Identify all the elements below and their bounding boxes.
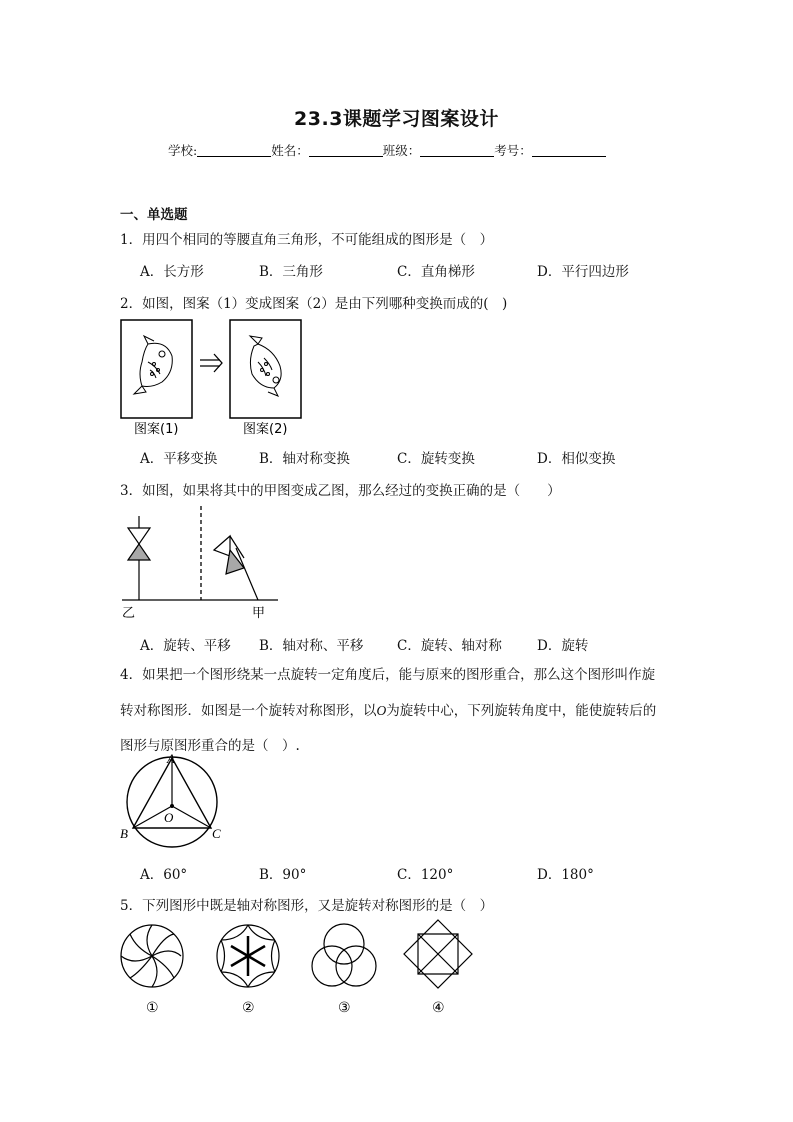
- question-2-figure: [118, 316, 308, 436]
- figure-yi: [128, 516, 150, 600]
- label-yi: 乙: [122, 606, 136, 621]
- id-label: 考号：: [494, 143, 532, 158]
- school-blank[interactable]: [197, 144, 271, 157]
- question-3-figure: [118, 502, 288, 624]
- question-4-option-a[interactable]: A．60°: [140, 867, 188, 883]
- question-2-option-d[interactable]: D．相似变换: [537, 451, 616, 467]
- school-label: 学校:: [168, 143, 198, 158]
- label-jia: 甲: [252, 606, 266, 621]
- question-4-option-c[interactable]: C．120°: [397, 867, 454, 883]
- figure-1-label: ①: [146, 1000, 159, 1016]
- class-blank[interactable]: [420, 144, 494, 157]
- question-2-option-b[interactable]: B．轴对称变换: [259, 451, 350, 467]
- question-4-line-1: 4．如果把一个图形绕某一点旋转一定角度后，能与原来的图形重合，那么这个图形叫作旋: [120, 667, 656, 683]
- question-4-stem: [120, 658, 680, 764]
- page-title: 23.3课题学习图案设计: [294, 108, 499, 130]
- name-blank[interactable]: [309, 144, 383, 157]
- question-1-option-a[interactable]: A．长方形: [140, 264, 204, 280]
- figure-3-label: ③: [338, 1000, 351, 1016]
- question-1-option-b[interactable]: B．三角形: [259, 264, 323, 280]
- question-1-option-d[interactable]: D．平行四边形: [537, 264, 629, 280]
- pattern-2-frame: [230, 320, 301, 418]
- student-info-line: [168, 141, 606, 159]
- star-figure: [404, 920, 472, 988]
- section-heading: 一、单选题: [120, 207, 188, 223]
- pattern-1-label: 图案(1): [134, 422, 179, 437]
- label-a: A: [167, 751, 175, 766]
- question-4-figure: [118, 752, 228, 844]
- fish-icon-2: [250, 336, 281, 396]
- name-label: 姓名：: [271, 143, 309, 158]
- label-b: B: [120, 826, 128, 841]
- question-3-stem: 3．如图，如果将其中的甲图变成乙图，那么经过的变换正确的是（ ）: [120, 483, 561, 499]
- question-1-option-c[interactable]: C．直角梯形: [397, 264, 475, 280]
- pinwheel-figure: [121, 925, 183, 987]
- figure-4-label: ④: [432, 1000, 445, 1016]
- id-blank[interactable]: [532, 144, 606, 157]
- question-3-option-b[interactable]: B．轴对称、平移: [259, 638, 364, 654]
- class-label: 班级：: [382, 143, 421, 158]
- figure-2-label: ②: [242, 1000, 255, 1016]
- question-4-line-3: 图形与原图形重合的是（ ）.: [120, 738, 300, 754]
- question-4-option-b[interactable]: B．90°: [259, 867, 307, 883]
- question-5-stem: 5．下列图形中既是轴对称图形，又是旋转对称图形的是（ ）: [120, 898, 494, 914]
- question-3-option-c[interactable]: C．旋转、轴对称: [397, 638, 502, 654]
- arrow-icon: [200, 354, 222, 372]
- label-c: C: [212, 826, 221, 841]
- question-3-option-d[interactable]: D．旋转: [537, 638, 589, 654]
- snowflake-figure: [217, 925, 279, 987]
- question-2-option-a[interactable]: A．平移变换: [140, 451, 218, 467]
- center-point: [170, 804, 174, 808]
- question-2-stem: 2．如图，图案（1）变成图案（2）是由下列哪种变换而成的( ): [120, 296, 508, 312]
- figure-jia: [214, 536, 258, 600]
- label-o: O: [164, 810, 174, 825]
- center-variable: O: [376, 703, 387, 718]
- pattern-2-label: 图案(2): [243, 422, 288, 437]
- question-3-option-a[interactable]: A．旋转、平移: [140, 638, 231, 654]
- trefoil-figure: [312, 924, 376, 986]
- question-4-line-2: 转对称图形．如图是一个旋转对称图形，以O为旋转中心，下列旋转角度中，能使旋转后的: [120, 703, 657, 719]
- fish-icon-1: [134, 336, 172, 394]
- question-4-option-d[interactable]: D．180°: [537, 867, 594, 883]
- question-2-option-c[interactable]: C．旋转变换: [397, 451, 475, 467]
- question-5-figures: [118, 920, 478, 1018]
- question-1-stem: 1．用四个相同的等腰直角三角形，不可能组成的图形是（ ）: [120, 232, 494, 248]
